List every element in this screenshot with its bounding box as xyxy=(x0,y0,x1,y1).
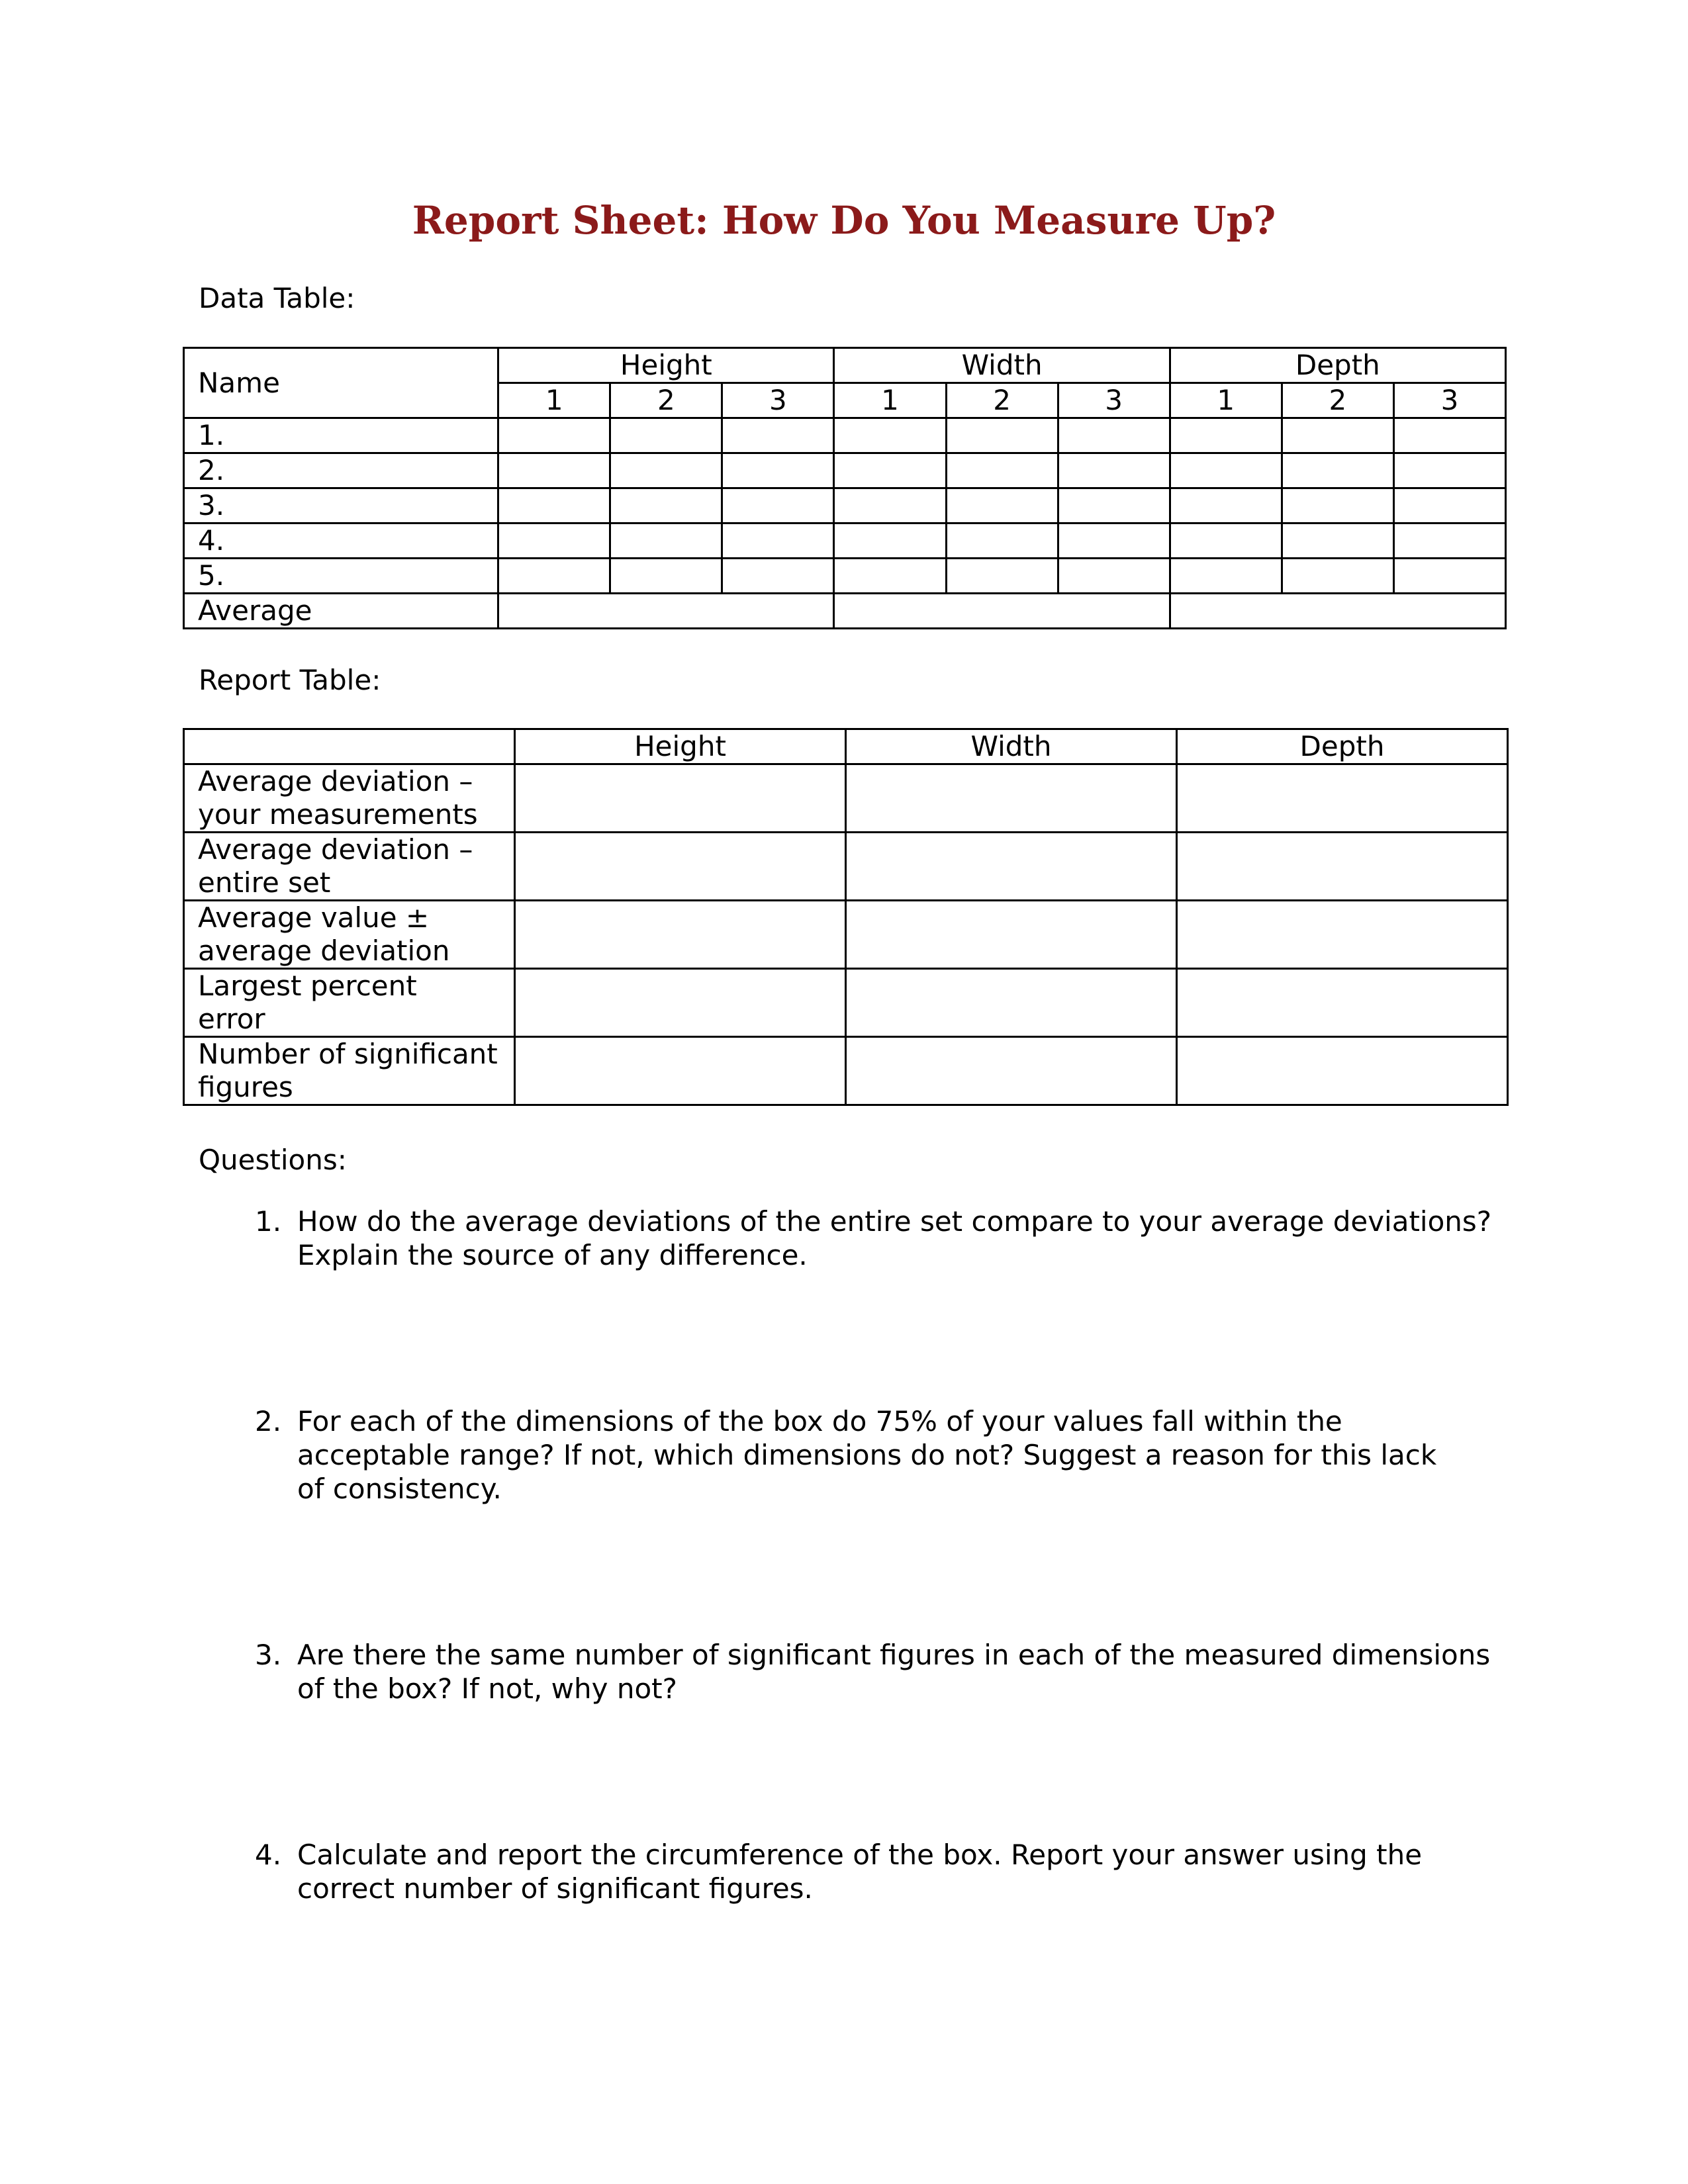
width-trial-1: 1 xyxy=(834,383,946,418)
depth-group-header: Depth xyxy=(1170,348,1505,383)
data-table-label: Data Table: xyxy=(199,282,355,314)
question-number: 4. xyxy=(255,1839,282,1871)
data-cell[interactable] xyxy=(498,523,610,559)
data-cell[interactable] xyxy=(610,523,722,559)
data-cell[interactable] xyxy=(834,559,946,594)
depth-average-cell[interactable] xyxy=(1170,594,1505,629)
table-row xyxy=(184,453,1506,488)
data-cell[interactable] xyxy=(1170,418,1282,453)
table-row xyxy=(184,418,1506,453)
table-row xyxy=(184,559,1506,594)
data-cell[interactable] xyxy=(610,453,722,488)
question-item: 4. Calculate and report the circumference of the box. Report your answer using the correct number of significant figures. xyxy=(255,1839,1423,1905)
report-cell[interactable] xyxy=(846,901,1177,969)
data-cell[interactable] xyxy=(1170,523,1282,559)
average-row xyxy=(184,594,1506,629)
data-cell[interactable] xyxy=(498,488,610,523)
questions-list xyxy=(255,1205,1513,1905)
table-row xyxy=(184,764,1508,833)
table-row xyxy=(184,901,1508,969)
data-cell[interactable] xyxy=(1058,453,1170,488)
table-row xyxy=(184,833,1508,901)
report-cell[interactable] xyxy=(846,1037,1177,1105)
question-item: 3. Are there the same number of significant figures in each of the measured dimensions of the box? If not, why not? xyxy=(255,1639,1491,1705)
report-cell[interactable] xyxy=(1177,833,1508,901)
report-cell[interactable] xyxy=(1177,764,1508,833)
report-cell[interactable] xyxy=(846,764,1177,833)
report-cell[interactable] xyxy=(1177,969,1508,1037)
data-cell[interactable] xyxy=(834,418,946,453)
data-cell[interactable] xyxy=(946,453,1058,488)
report-cell[interactable] xyxy=(515,1037,846,1105)
data-cell[interactable] xyxy=(1058,418,1170,453)
data-cell[interactable] xyxy=(1170,559,1282,594)
data-cell[interactable] xyxy=(834,523,946,559)
name-header: Name xyxy=(184,348,498,418)
report-row-label: Average deviation – entire set xyxy=(184,833,515,901)
average-label: Average xyxy=(184,594,498,629)
data-cell[interactable] xyxy=(1393,453,1505,488)
data-table xyxy=(183,347,1507,629)
data-cell[interactable] xyxy=(1393,418,1505,453)
data-cell[interactable] xyxy=(946,418,1058,453)
question-number: 2. xyxy=(255,1405,282,1437)
data-cell[interactable] xyxy=(946,523,1058,559)
report-cell[interactable] xyxy=(515,833,846,901)
data-cell[interactable] xyxy=(610,488,722,523)
data-cell[interactable] xyxy=(498,418,610,453)
data-cell[interactable] xyxy=(1058,559,1170,594)
data-cell[interactable] xyxy=(1282,488,1393,523)
table-row xyxy=(184,488,1506,523)
height-average-cell[interactable] xyxy=(498,594,834,629)
report-table xyxy=(183,728,1509,1106)
question-number: 1. xyxy=(255,1205,282,1238)
report-cell[interactable] xyxy=(1177,1037,1508,1105)
question-item: 1. How do the average deviations of the entire set compare to your average deviations? Explain the source of any difference. xyxy=(255,1205,1492,1271)
report-cell[interactable] xyxy=(515,901,846,969)
row-label: 4. xyxy=(184,523,498,559)
row-label: 2. xyxy=(184,453,498,488)
width-trial-2: 2 xyxy=(946,383,1058,418)
width-average-cell[interactable] xyxy=(834,594,1170,629)
data-cell[interactable] xyxy=(610,559,722,594)
report-cell[interactable] xyxy=(1177,901,1508,969)
report-row-label: Number of significant figures xyxy=(184,1037,515,1105)
depth-trial-1: 1 xyxy=(1170,383,1282,418)
report-row-label: Average deviation – your measurements xyxy=(184,764,515,833)
height-trial-1: 1 xyxy=(498,383,610,418)
data-cell[interactable] xyxy=(1170,488,1282,523)
data-cell[interactable] xyxy=(1393,559,1505,594)
data-cell[interactable] xyxy=(1058,488,1170,523)
depth-trial-3: 3 xyxy=(1393,383,1505,418)
report-width-header: Width xyxy=(846,729,1177,764)
depth-trial-2: 2 xyxy=(1282,383,1393,418)
data-cell[interactable] xyxy=(722,559,834,594)
data-cell[interactable] xyxy=(1282,559,1393,594)
report-cell[interactable] xyxy=(846,833,1177,901)
height-group-header: Height xyxy=(498,348,834,383)
report-table-label: Report Table: xyxy=(199,664,381,696)
page-title: Report Sheet: How Do You Measure Up? xyxy=(412,198,1276,243)
width-trial-3: 3 xyxy=(1058,383,1170,418)
report-row-label: Largest percent error xyxy=(184,969,515,1037)
table-row xyxy=(184,969,1508,1037)
table-row xyxy=(184,523,1506,559)
data-cell[interactable] xyxy=(834,453,946,488)
row-label: 1. xyxy=(184,418,498,453)
data-cell[interactable] xyxy=(722,418,834,453)
row-label: 3. xyxy=(184,488,498,523)
data-cell[interactable] xyxy=(946,488,1058,523)
height-trial-2: 2 xyxy=(610,383,722,418)
report-cell[interactable] xyxy=(515,969,846,1037)
data-cell[interactable] xyxy=(834,488,946,523)
report-height-header: Height xyxy=(515,729,846,764)
report-corner-cell xyxy=(184,729,515,764)
questions-label: Questions: xyxy=(199,1144,347,1176)
data-cell[interactable] xyxy=(610,418,722,453)
row-label: 5. xyxy=(184,559,498,594)
width-group-header: Width xyxy=(834,348,1170,383)
data-cell[interactable] xyxy=(1170,453,1282,488)
data-cell[interactable] xyxy=(722,488,834,523)
data-cell[interactable] xyxy=(498,559,610,594)
data-cell[interactable] xyxy=(1393,523,1505,559)
data-cell[interactable] xyxy=(1282,453,1393,488)
report-cell[interactable] xyxy=(515,764,846,833)
data-cell[interactable] xyxy=(946,559,1058,594)
data-cell[interactable] xyxy=(498,453,610,488)
report-row-label: Average value ± average deviation xyxy=(184,901,515,969)
data-cell[interactable] xyxy=(1282,418,1393,453)
report-cell[interactable] xyxy=(846,969,1177,1037)
data-cell[interactable] xyxy=(1282,523,1393,559)
data-cell[interactable] xyxy=(1058,523,1170,559)
question-item: 2. For each of the dimensions of the box do 75% of your values fall within the acceptable range? If not, which dimensions do not? Suggest a reason for this lack of consistency. xyxy=(255,1405,1437,1505)
height-trial-3: 3 xyxy=(722,383,834,418)
question-number: 3. xyxy=(255,1639,282,1671)
table-row xyxy=(184,1037,1508,1105)
data-cell[interactable] xyxy=(1393,488,1505,523)
data-cell[interactable] xyxy=(722,523,834,559)
data-cell[interactable] xyxy=(722,453,834,488)
report-depth-header: Depth xyxy=(1177,729,1508,764)
